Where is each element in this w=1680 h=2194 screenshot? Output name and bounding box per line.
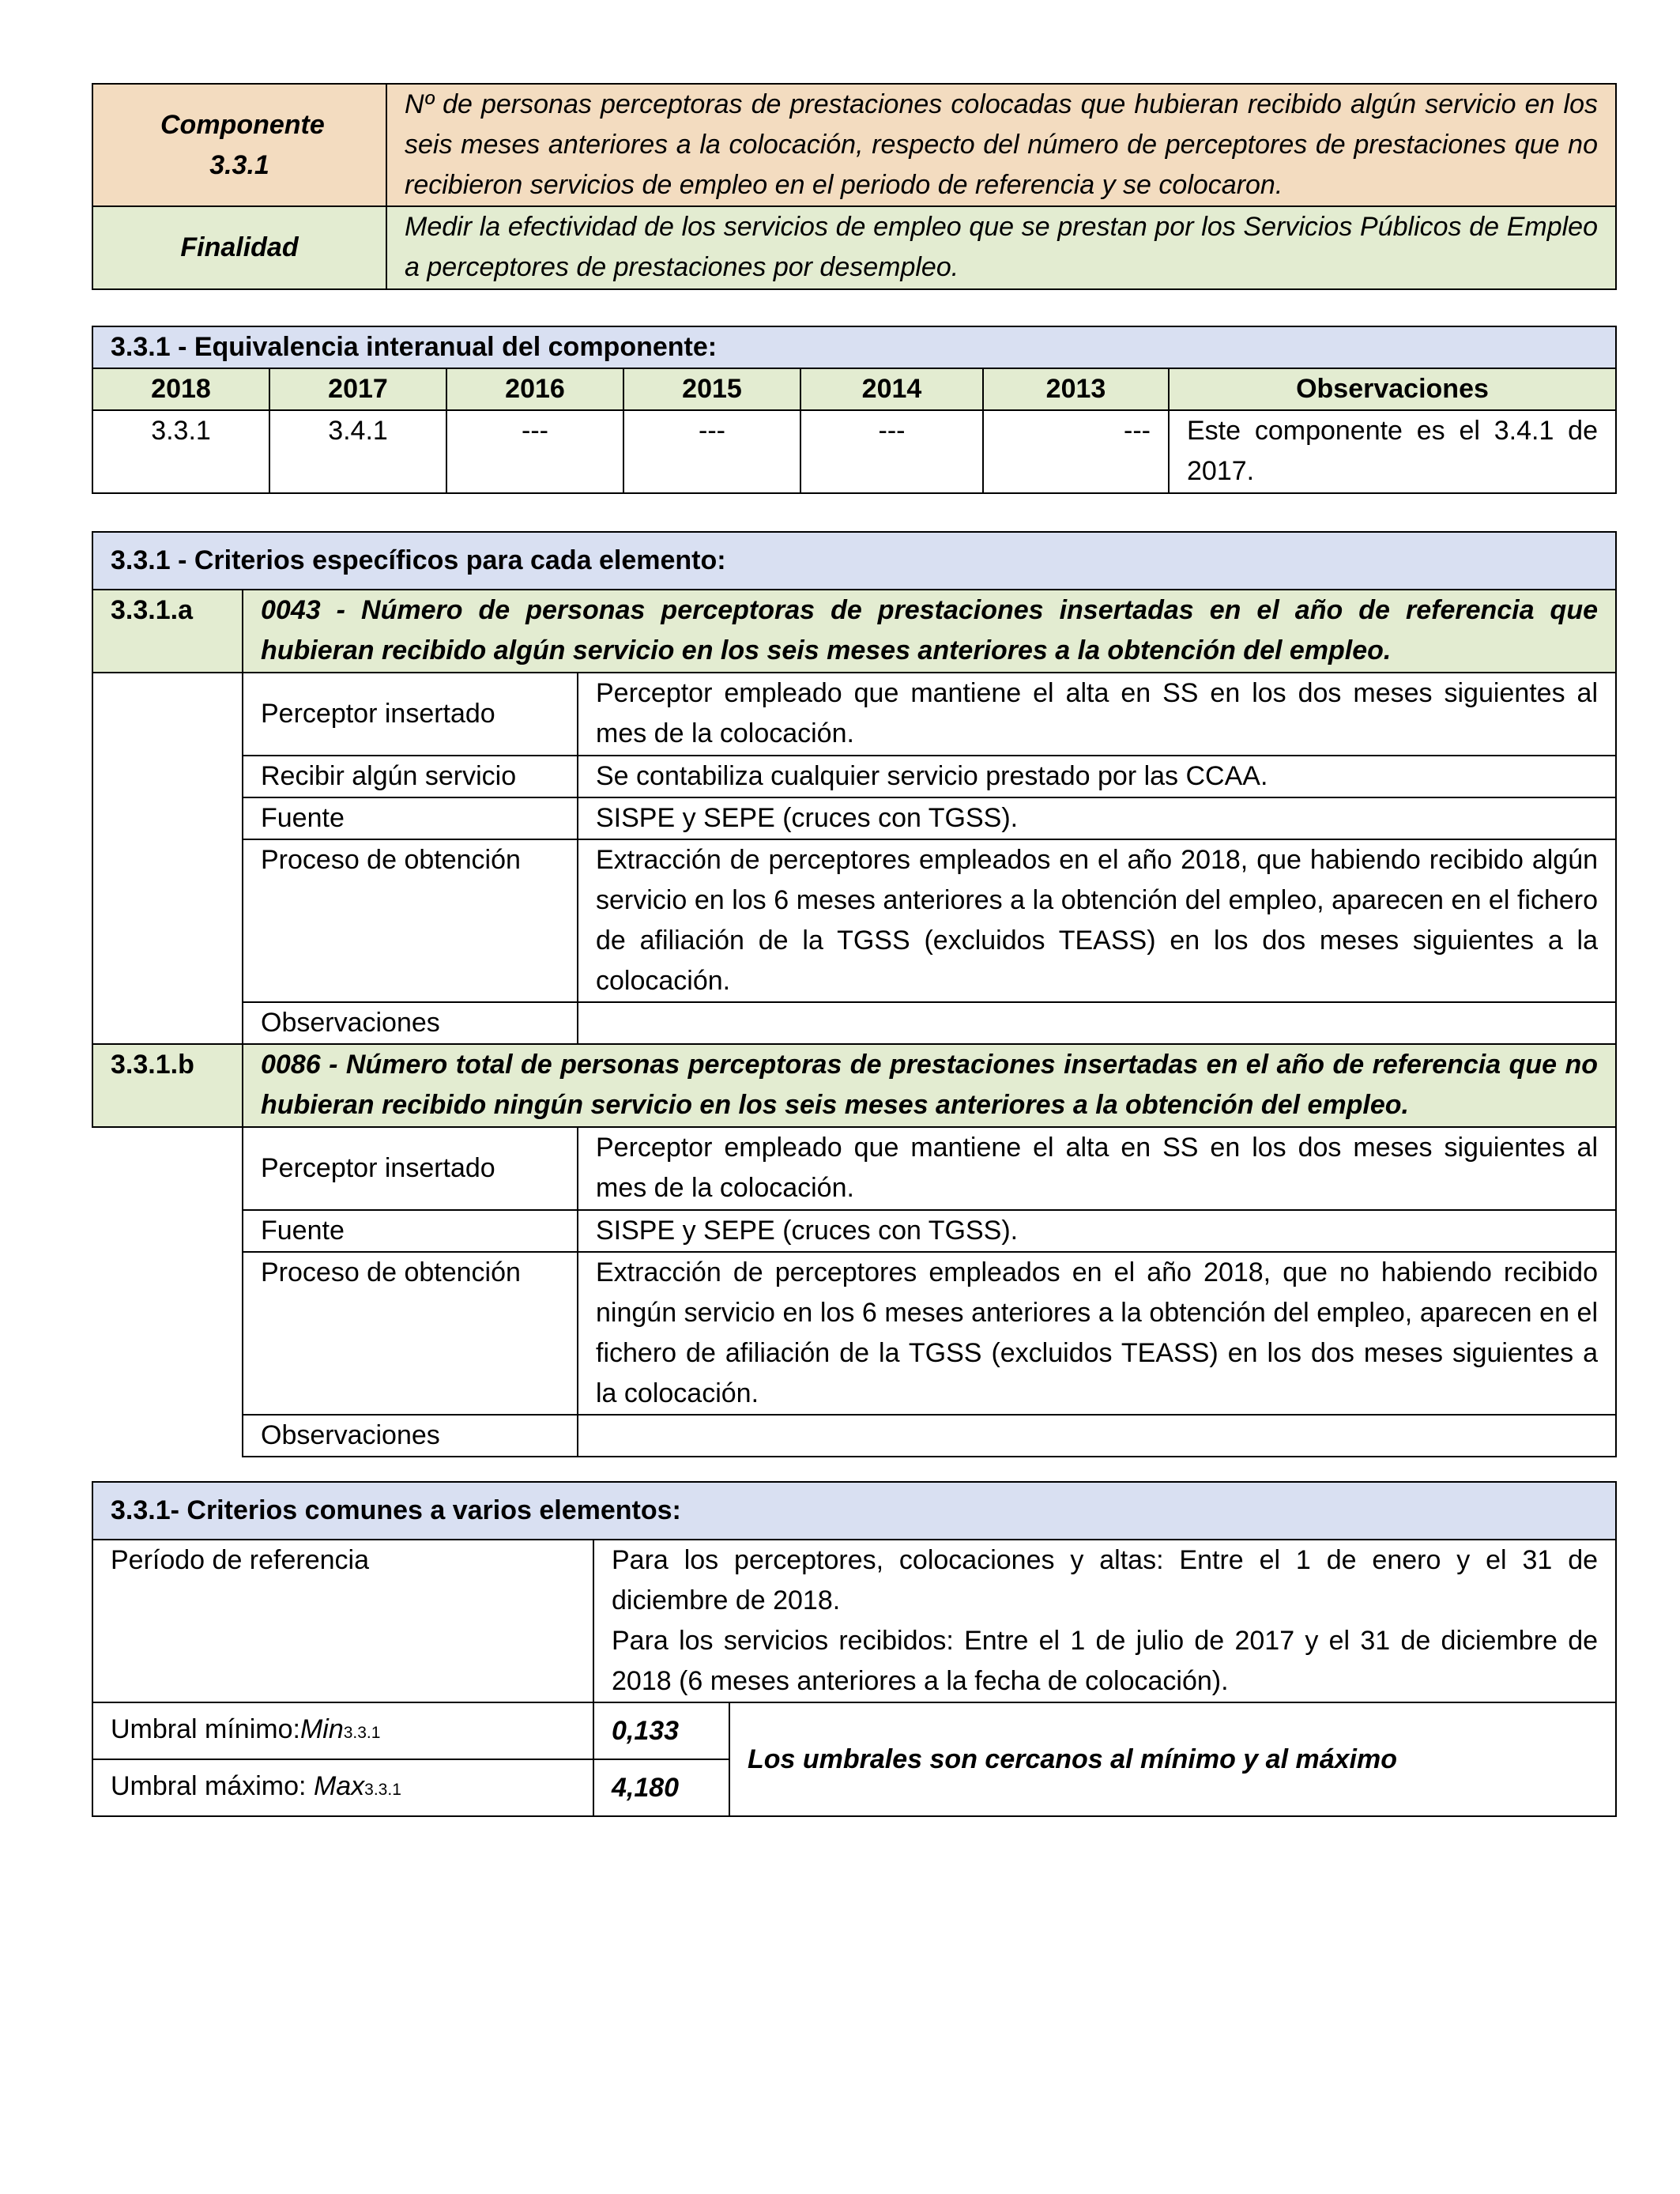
max-threshold-label: Umbral máximo: Max3.3.1: [92, 1759, 593, 1816]
criteria-value: [578, 1415, 1616, 1457]
criteria-value: SISPE y SEPE (cruces con TGSS).: [578, 1210, 1616, 1252]
element-b-row: [92, 1252, 1616, 1415]
reference-period-text-1: Para los perceptores, colocaciones y altas: Entre el 1 de enero y el 31 de diciembre de 2018.: [612, 1545, 1599, 1615]
observations-header: Observaciones: [1169, 368, 1616, 410]
min-threshold-value: 0,133: [593, 1702, 729, 1759]
element-a-row: [92, 797, 1616, 839]
max-threshold-value: 4,180: [593, 1759, 729, 1816]
equivalence-observation: Este componente es el 3.4.1 de 2017.: [1169, 410, 1616, 493]
equivalence-cell: 3.4.1: [269, 410, 446, 493]
criteria-value: Extracción de perceptores empleados en el año 2018, que no habiendo recibido ningún servicio en los 6 meses anteriores a la obtención del empleo, aparecen en el fichero de afiliación de la TGSS (excluidos TEASS) en los dos meses siguientes a la colocación.: [578, 1252, 1616, 1415]
year-header: 2016: [446, 368, 623, 410]
year-header: 2017: [269, 368, 446, 410]
criteria-label: Perceptor insertado: [243, 1127, 578, 1210]
criteria-value: Extracción de perceptores empleados en el año 2018, que habiendo recibido algún servicio en los 6 meses anteriores a la obtención del empleo, aparecen en el fichero de afiliación de la TGSS (excluidos TEASS) en los dos meses siguientes a la colocación.: [578, 839, 1616, 1002]
year-header: 2015: [623, 368, 800, 410]
component-label: [92, 84, 386, 206]
criteria-label: Recibir algún servicio: [243, 756, 578, 797]
equivalence-cell: ---: [623, 410, 800, 493]
criteria-value: SISPE y SEPE (cruces con TGSS).: [578, 797, 1616, 839]
element-b-row: [92, 1415, 1616, 1457]
criteria-label: Fuente: [243, 1210, 578, 1252]
element-a-row: [92, 756, 1616, 797]
equivalence-cell: ---: [983, 410, 1169, 493]
element-a-title: 0043 - Número de personas perceptoras de prestaciones insertadas en el año de referencia que hubieran recibido algún servicio en los seis meses anteriores a la obtención del empleo.: [243, 590, 1616, 673]
thresholds-note: Los umbrales son cercanos al mínimo y al máximo: [729, 1702, 1616, 1816]
criteria-value: [578, 1002, 1616, 1044]
equivalence-row: [92, 410, 1616, 493]
criteria-label: Proceso de obtención: [243, 839, 578, 1002]
purpose-description: Medir la efectividad de los servicios de empleo que se prestan por los Servicios Públicos de Empleo a perceptores de prestaciones por desempleo.: [386, 206, 1616, 289]
equivalence-table: [92, 326, 1617, 494]
equivalence-cell: 3.3.1: [92, 410, 269, 493]
common-criteria-table: [92, 1481, 1617, 1817]
reference-period-label: Período de referencia: [92, 1540, 593, 1702]
year-header: 2014: [800, 368, 983, 410]
reference-period-text-2: Para los servicios recibidos: Entre el 1 de julio de 2017 y el 31 de diciembre de 2018 (6 meses anteriores a la fecha de colocación).: [612, 1626, 1599, 1696]
equivalence-cell: ---: [800, 410, 983, 493]
criteria-label: Proceso de obtención: [243, 1252, 578, 1415]
element-a-row: [92, 839, 1616, 1002]
common-criteria-title: 3.3.1- Criterios comunes a varios elementos:: [92, 1482, 1616, 1540]
year-header: 2013: [983, 368, 1169, 410]
criteria-label: Fuente: [243, 797, 578, 839]
year-header: 2018: [92, 368, 269, 410]
specific-criteria-title: 3.3.1 - Criterios específicos para cada elemento:: [92, 532, 1616, 590]
equivalence-header-row: [92, 368, 1616, 410]
element-b-row: [92, 1210, 1616, 1252]
purpose-label: Finalidad: [92, 206, 386, 289]
element-b-title: 0086 - Número total de personas perceptoras de prestaciones insertadas en el año de referencia que no hubieran recibido ningún servicio en los seis meses anteriores a la obtención del empleo.: [243, 1044, 1616, 1127]
equivalence-cell: ---: [446, 410, 623, 493]
criteria-value: Perceptor empleado que mantiene el alta en SS en los dos meses siguientes al mes de la colocación.: [578, 673, 1616, 756]
element-a-row: [92, 673, 1616, 756]
criteria-value: Se contabiliza cualquier servicio prestado por las CCAA.: [578, 756, 1616, 797]
criteria-label: Observaciones: [243, 1415, 578, 1457]
specific-criteria-table: [92, 531, 1617, 1457]
element-a-row: [92, 1002, 1616, 1044]
component-table: [92, 83, 1617, 290]
element-a-code: 3.3.1.a: [92, 590, 243, 673]
component-label-text: Componente 3.3.1: [160, 109, 325, 180]
component-description: Nº de personas perceptoras de prestaciones colocadas que hubieran recibido algún servicio en los seis meses anteriores a la colocación, respecto del número de perceptores de prestaciones que no recibieron servicios de empleo en el periodo de referencia y se colocaron.: [386, 84, 1616, 206]
criteria-value: Perceptor empleado que mantiene el alta en SS en los dos meses siguientes al mes de la colocación.: [578, 1127, 1616, 1210]
criteria-label: Observaciones: [243, 1002, 578, 1044]
equivalence-title: 3.3.1 - Equivalencia interanual del componente:: [92, 326, 1616, 368]
reference-period-value: [593, 1540, 1616, 1702]
element-b-code: 3.3.1.b: [92, 1044, 243, 1127]
criteria-label: Perceptor insertado: [243, 673, 578, 756]
min-threshold-label: Umbral mínimo:Min3.3.1: [92, 1702, 593, 1759]
element-b-row: [92, 1127, 1616, 1210]
